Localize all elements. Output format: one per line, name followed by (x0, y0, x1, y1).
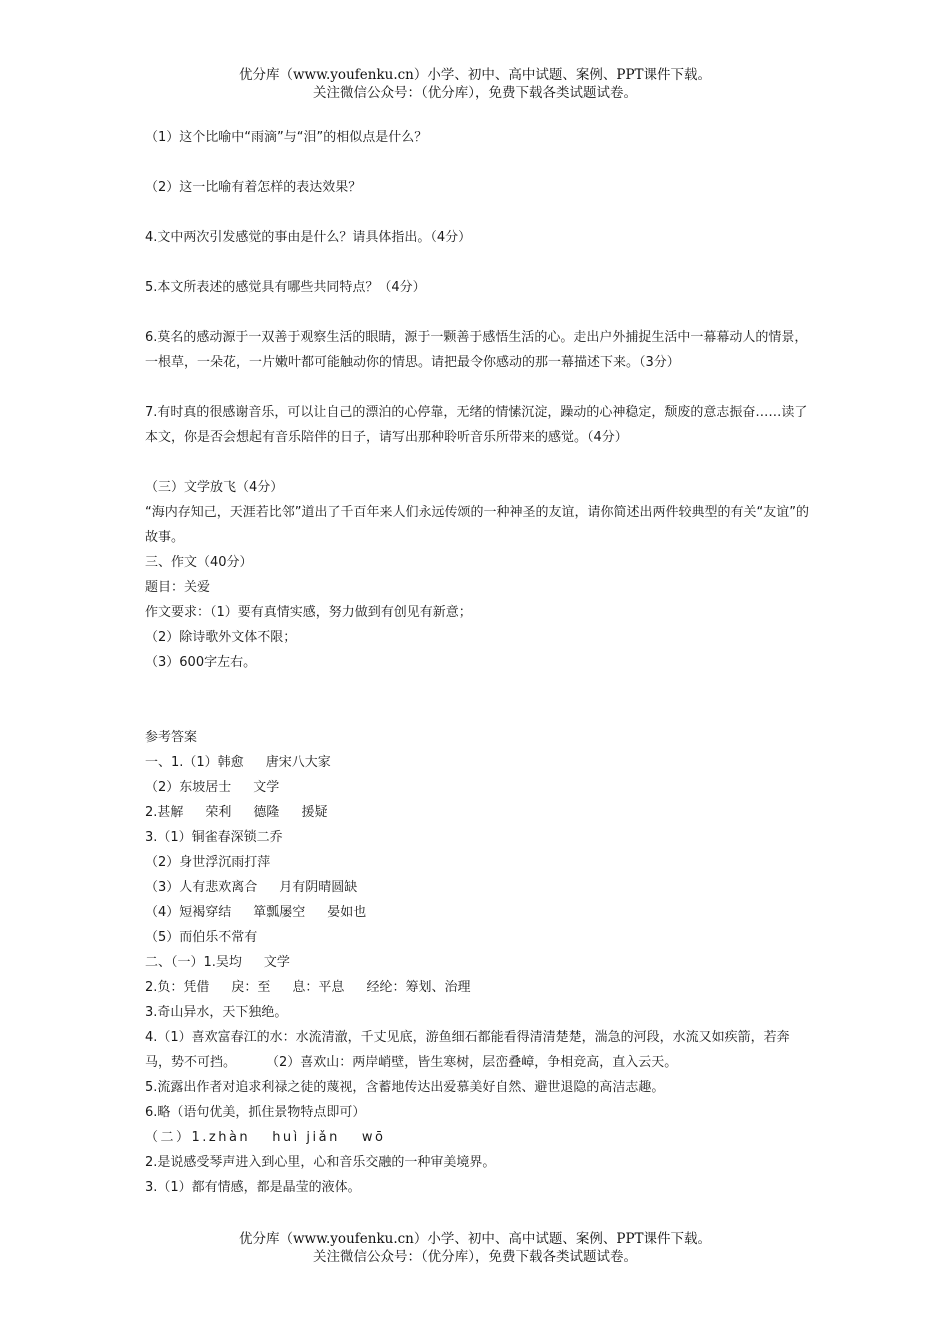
document-body (145, 125, 810, 1200)
answer-text: 2.负：凭借 (145, 980, 210, 995)
footer-line-2: 关注微信公众号：（优分库），免费下载各类试题试卷。 (313, 1249, 637, 1265)
answer-text: 一、1.（1）韩愈 (145, 755, 244, 770)
answer-text: （2）东坡居士 (145, 780, 232, 795)
answer-text: 文学 (253, 780, 280, 795)
page-header (0, 66, 950, 102)
answer-3-3 (145, 875, 810, 900)
answer-b4 (145, 1025, 810, 1075)
answer-text: huì jiǎn (272, 1130, 340, 1145)
answer-text: （二）1.zhàn (145, 1130, 251, 1145)
answer-3-5: （5）而伯乐不常有 (145, 930, 258, 945)
page-footer (0, 1230, 950, 1266)
literature-body: “海内存知己，天涯若比邻”道出了千百年来人们永远传颂的一种神圣的友谊，请你简述出两件较典型的有关“友谊”的故事。 (145, 505, 809, 545)
answer-c2: 2.是说感受琴声进入到心里，心和音乐交融的一种审美境界。 (145, 1155, 496, 1170)
question-3-1: （1）这个比喻中“雨滴”与“泪”的相似点是什么？ (145, 130, 428, 145)
footer-line-1: 优分库（www.youfenku.cn）小学、初中、高中试题、案例、PPT课件下载。 (238, 1231, 712, 1247)
answer-text: wō (361, 1130, 386, 1145)
essay-topic: 题目：关爱 (145, 580, 211, 595)
answer-text: （3）人有悲欢离合 (145, 880, 258, 895)
answer-text: 晏如也 (327, 905, 367, 920)
essay-requirement-3: （3）600字左右。 (145, 655, 257, 670)
answer-text: 荣利 (205, 805, 232, 820)
answer-b5: 5.流露出作者对追求利禄之徒的蔑视，含蓄地传达出爱慕美好自然、避世退隐的高洁志趣。 (145, 1080, 665, 1095)
answer-text: 箪瓢屡空 (253, 905, 306, 920)
answer-text: 戾：至 (231, 980, 271, 995)
answer-text: （4）短褐穿结 (145, 905, 232, 920)
answer-b6: 6.略（语句优美，抓住景物特点即可） (145, 1105, 366, 1120)
answer-b2 (145, 975, 810, 1000)
answer-c3: 3.（1）都有情感，都是晶莹的液体。 (145, 1180, 361, 1195)
question-6: 6.莫名的感动源于一双善于观察生活的眼睛，源于一颗善于感悟生活的心。走出户外捕捉生活中一幕幕动人的情景，一根草，一朵花，一片嫩叶都可能触动你的情思。请把最令你感动的那一幕描述下来。（3分） (145, 330, 808, 370)
answer-text: 二、（一）1.吴均 (145, 955, 242, 970)
answer-text: 经纶：筹划、治理 (366, 980, 471, 995)
essay-requirement-2: （2）除诗歌外文体不限； (145, 630, 297, 645)
answer-3-2: （2）身世浮沉雨打萍 (145, 855, 271, 870)
header-line-1: 优分库（www.youfenku.cn）小学、初中、高中试题、案例、PPT课件下载。 (238, 67, 712, 83)
answer-text: 文学 (263, 955, 290, 970)
answer-1-1 (145, 750, 810, 775)
answer-b3: 3.奇山异水，天下独绝。 (145, 1005, 288, 1020)
answer-2 (145, 800, 810, 825)
answer-text: 德隆 (253, 805, 280, 820)
answer-3-4 (145, 900, 810, 925)
answer-1-2 (145, 775, 810, 800)
answer-3-1: 3.（1）铜雀春深锁二乔 (145, 830, 283, 845)
answer-text: 援疑 (301, 805, 328, 820)
essay-title: 三、作文（40分） (145, 555, 253, 570)
answer-text: 唐宋八大家 (265, 755, 331, 770)
question-4: 4.文中两次引发感觉的事由是什么？请具体指出。（4分） (145, 230, 472, 245)
answer-text: （2）喜欢山：两岸峭壁，皆生寒树，层峦叠嶂，争相竞高，直入云天。 (266, 1055, 678, 1070)
answer-b1 (145, 950, 810, 975)
question-3-2: （2）这一比喻有着怎样的表达效果？ (145, 180, 362, 195)
answer-text: 2.甚解 (145, 805, 184, 820)
header-line-2: 关注微信公众号：（优分库），免费下载各类试题试卷。 (313, 85, 637, 101)
question-5: 5.本文所表述的感觉具有哪些共同特点？（4分） (145, 280, 426, 295)
answer-c1 (145, 1125, 810, 1150)
answer-text: 4.（1）喜欢富春江的水：水流清澈，千丈见底，游鱼细石都能看得清清楚楚，湍急的河段，水流又如疾箭，若奔马，势不可挡。 (145, 1030, 790, 1070)
essay-requirement-1: 作文要求：（1）要有真情实感，努力做到有创见有新意； (145, 605, 472, 620)
literature-title: （三）文学放飞（4分） (145, 480, 284, 495)
answers-title: 参考答案 (145, 730, 198, 745)
question-7: 7.有时真的很感谢音乐，可以让自己的漂泊的心停靠，无绪的情愫沉淀，躁动的心神稳定，颓废的意志振奋……读了本文，你是否会想起有音乐陪伴的日子，请写出那种聆听音乐所带来的感觉。（4分） (145, 405, 808, 445)
answer-text: 月有阴晴圆缺 (279, 880, 358, 895)
answer-text: 息：平息 (292, 980, 345, 995)
